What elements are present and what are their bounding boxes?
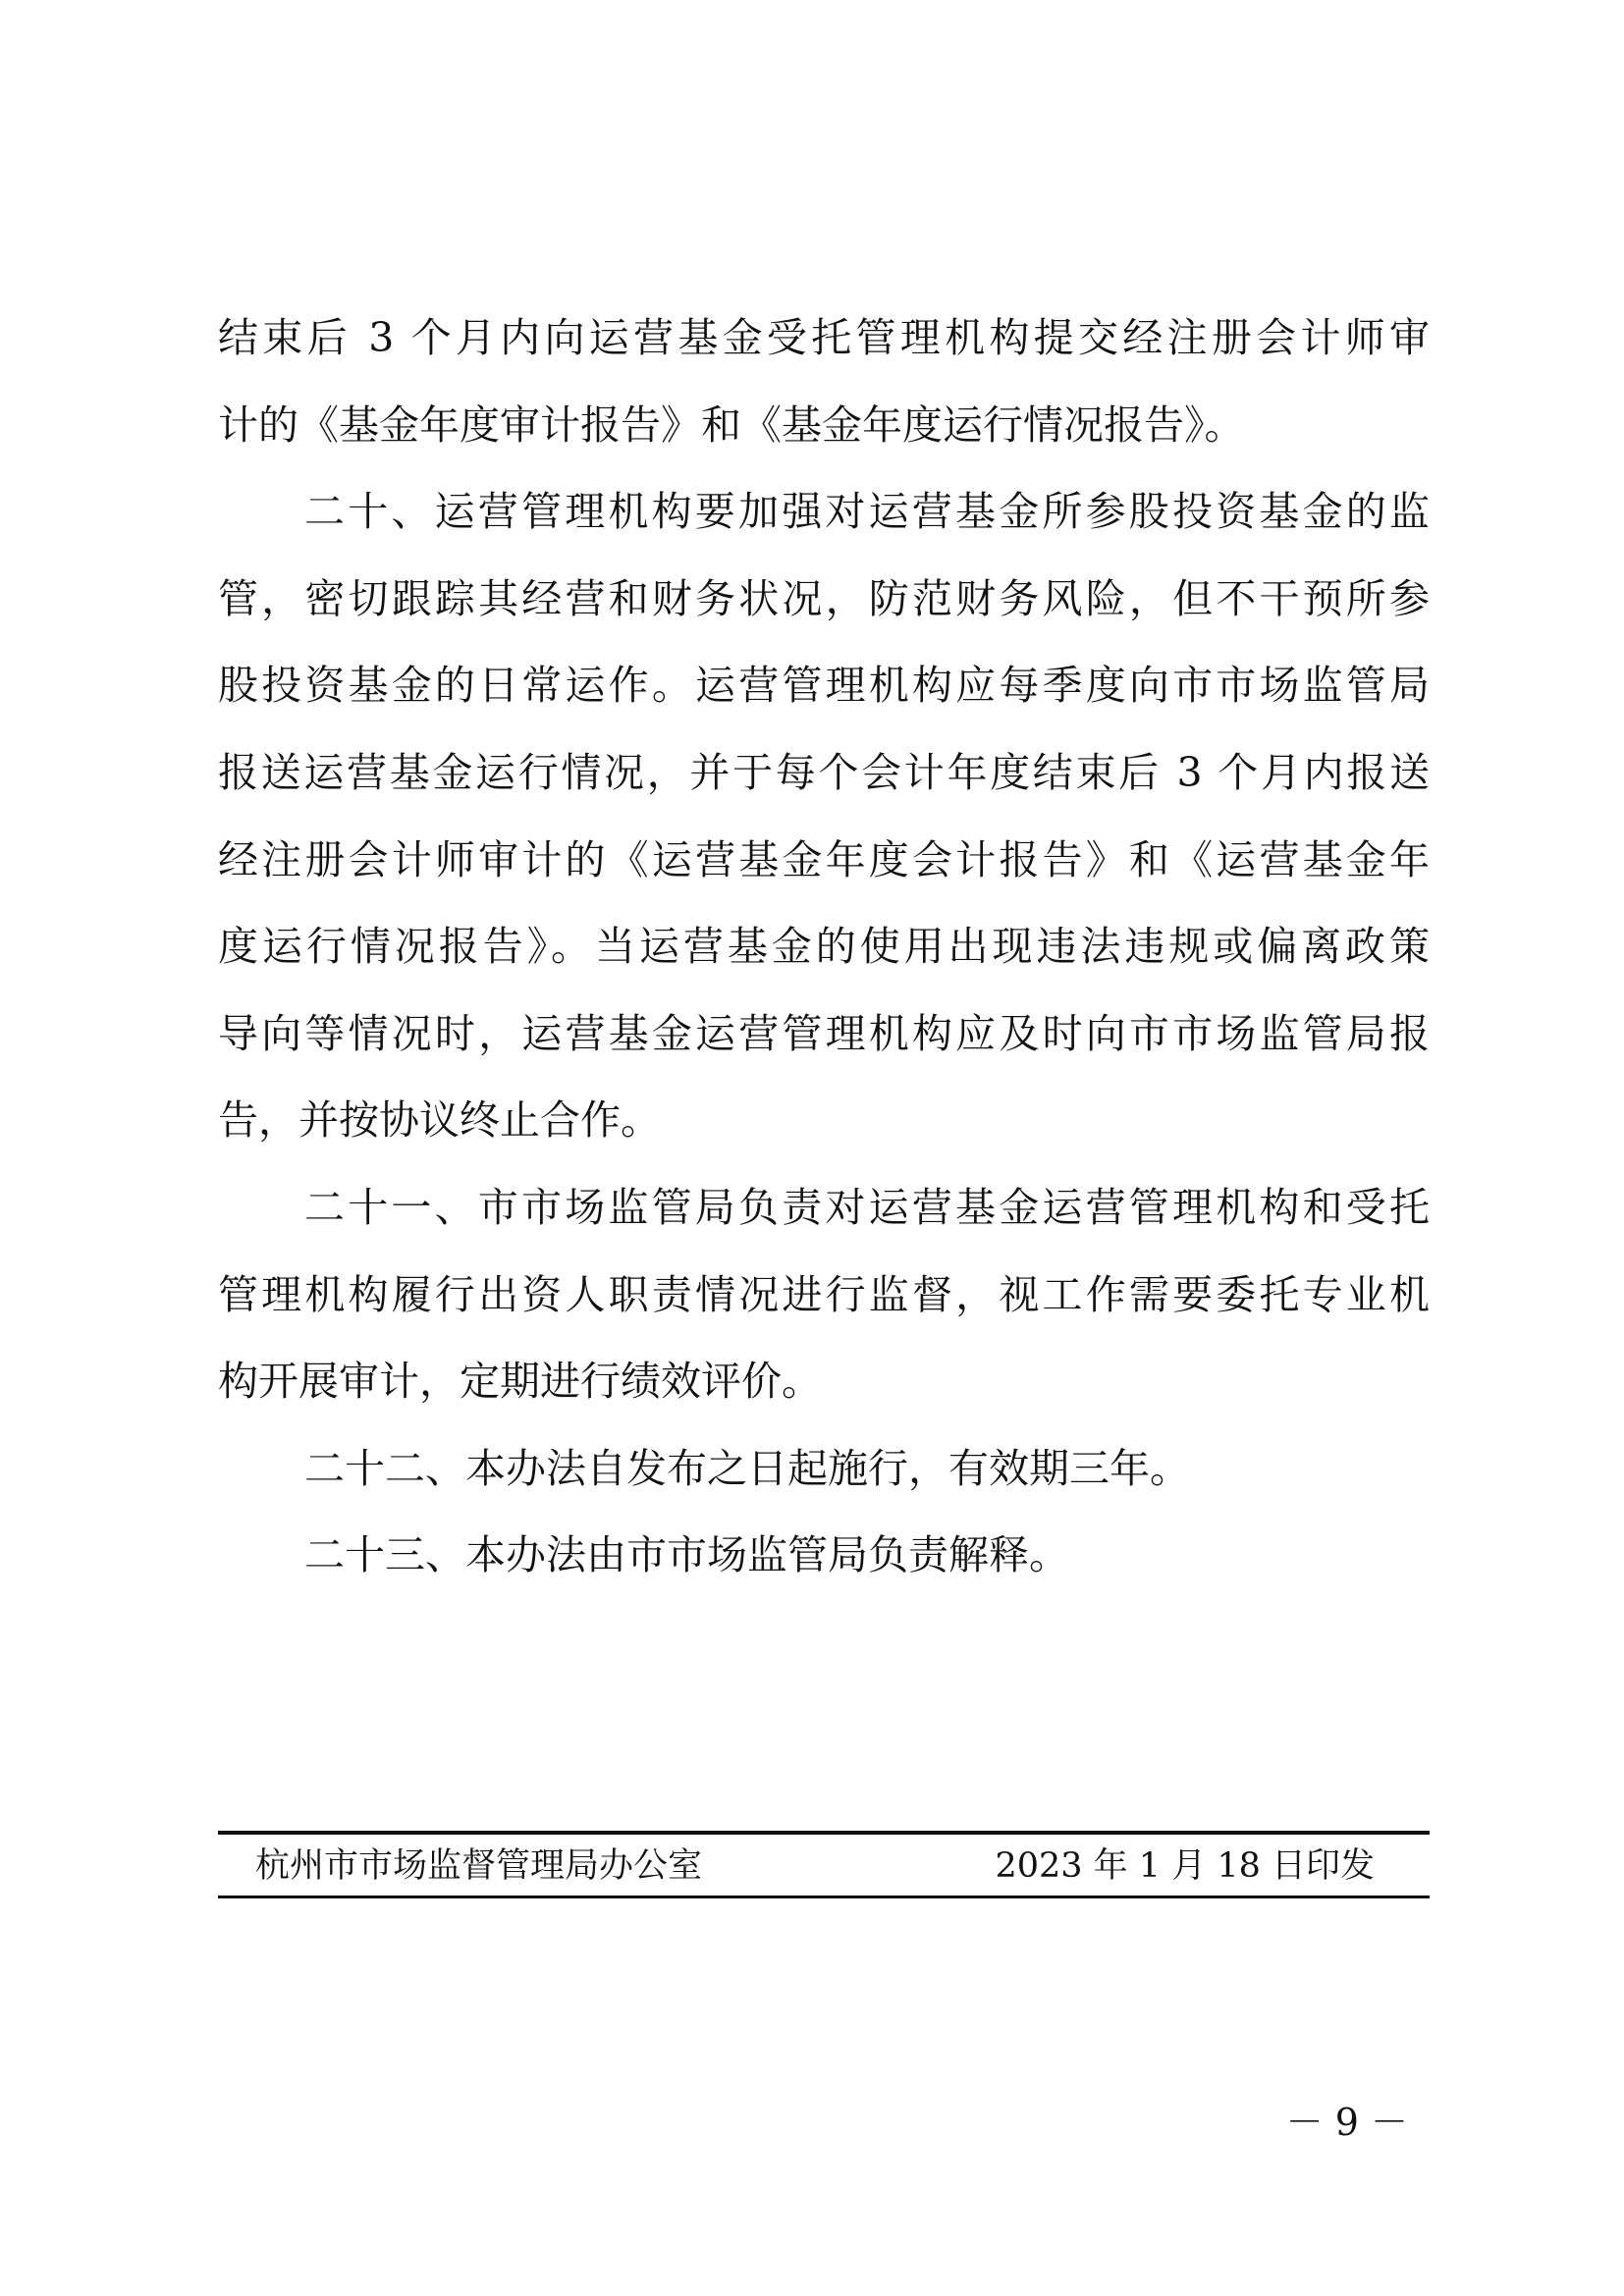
page-number: － 9 － (1285, 2101, 1408, 2144)
text-line: 二十一、市市场监管局负责对运营基金运营管理机构和受托 (304, 1183, 1430, 1231)
text-line: 股投资基金的日常运作。运营管理机构应每季度向市市场监管局 (218, 662, 1430, 710)
footer-top-rule (218, 1831, 1430, 1835)
text-line: 二十三、本办法由市市场监管局负责解释。 (304, 1531, 1069, 1579)
body-text (218, 294, 1430, 1599)
text-line: 报送运营基金运行情况，并于每个会计年度结束后 3 个月内报送 (218, 748, 1430, 796)
text-line: 构开展审计，定期进行绩效评价。 (218, 1358, 822, 1406)
text-line: 计的《基金年度审计报告》和《基金年度运行情况报告》。 (218, 400, 1245, 449)
text-line: 结束后 3 个月内向运营基金受托管理机构提交经注册会计师审 (218, 314, 1430, 361)
footer-issuer: 杭州市市场监督管理局办公室 (255, 1846, 703, 1886)
text-line: 导向等情况时，运营基金运营管理机构应及时向市市场监管局报 (218, 1009, 1430, 1057)
text-line: 二十二、本办法自发布之日起施行，有效期三年。 (304, 1444, 1190, 1492)
text-line: 告，并按协议终止合作。 (218, 1096, 661, 1145)
text-line: 经注册会计师审计的《运营基金年度会计报告》和《运营基金年 (218, 835, 1430, 883)
text-line: 二十、运营管理机构要加强对运营基金所参股投资基金的监 (304, 488, 1430, 536)
text-line: 管，密切跟踪其经营和财务状况，防范财务风险，但不干预所参 (218, 574, 1430, 622)
footer-bottom-rule (218, 1896, 1430, 1898)
footer-print-date: 2023 年 1 月 18 日印发 (995, 1846, 1375, 1886)
text-line: 度运行情况报告》。当运营基金的使用出现违法违规或偏离政策 (218, 923, 1430, 971)
text-line: 管理机构履行出资人职责情况进行监督，视工作需要委托专业机 (218, 1270, 1430, 1318)
